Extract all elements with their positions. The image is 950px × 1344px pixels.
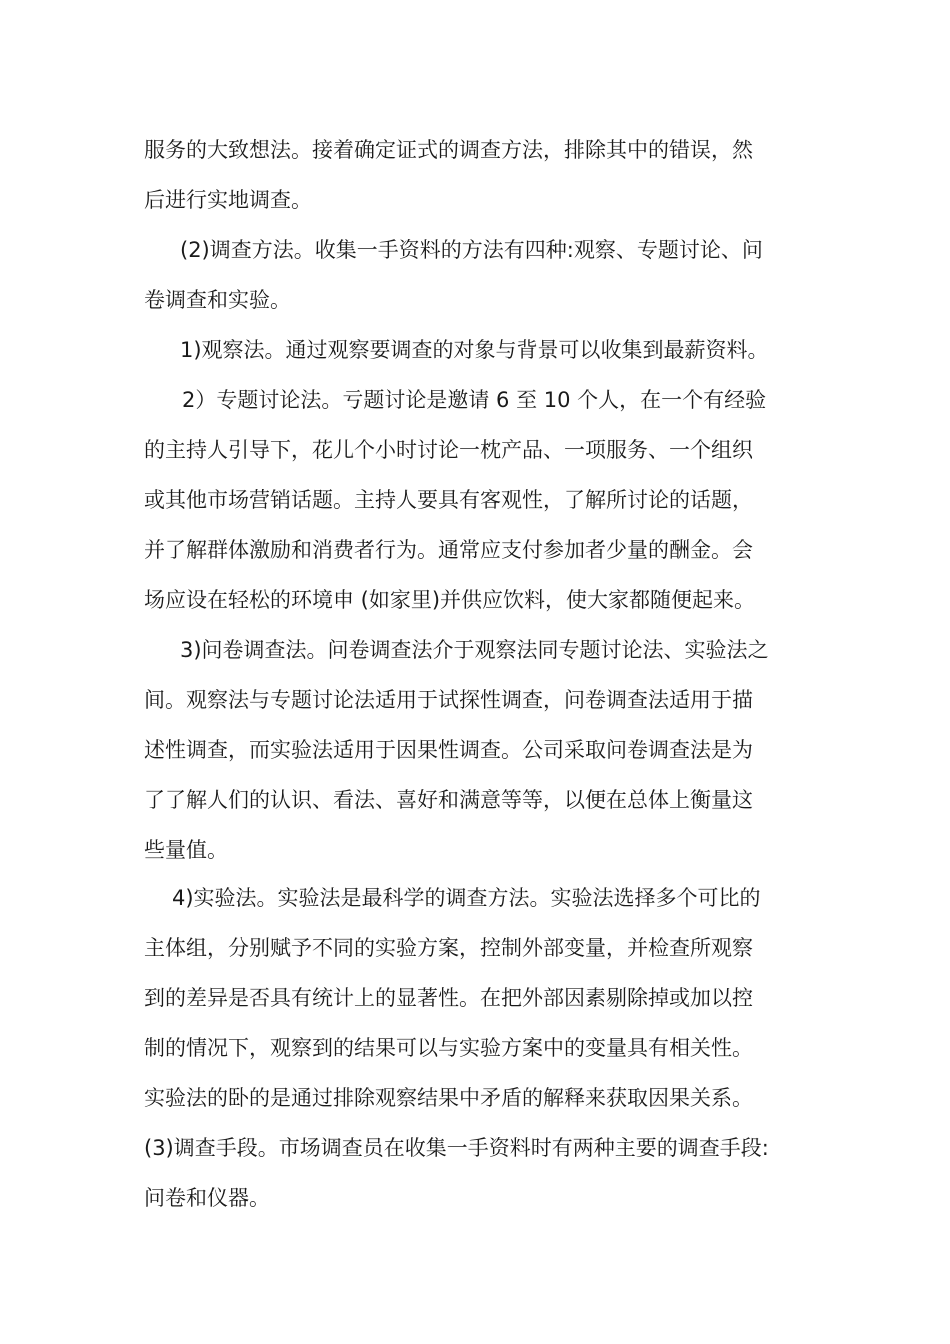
text-line: 间。观察法与专题讨论法适用于试探性调查，问卷调查法适用于描 xyxy=(144,688,753,712)
text-line: 了了解人们的认识、看法、喜好和满意等等，以便在总体上衡量这 xyxy=(144,788,753,812)
text-line: 述性调查，而实验法适用于因果性调查。公司采取问卷调查法是为 xyxy=(144,738,753,762)
paragraph-heading-line: 3)问卷调查法。问卷调查法介于观察法同专题讨论法、实验法之 xyxy=(180,638,769,662)
paragraph-heading-line: 1)观察法。通过观察要调查的对象与背景可以收集到最薪资料。 xyxy=(180,338,769,362)
text-line: 或其他市场营销话题。主持人要具有客观性，了解所讨论的话题， xyxy=(144,488,753,512)
text-line: 场应设在轻松的环境申 (如家里)并供应饮料，使大家都随便起来。 xyxy=(144,588,756,612)
text-line: 并了解群体激励和消费者行为。通常应支付参加者少量的酬金。会 xyxy=(144,538,753,562)
text-line: 到的差异是否具有统计上的显著性。在把外部因素剔除掉或加以控 xyxy=(144,986,753,1010)
text-line: 问卷和仪器。 xyxy=(144,1186,270,1210)
paragraph-heading-line: 2）专题讨论法。亏题讨论是邀请 6 至 10 个人，在一个有经验 xyxy=(182,388,767,412)
paragraph-heading-line: (3)调查手段。市场调查员在收集一手资料时有两种主要的调查手段: xyxy=(144,1136,769,1160)
text-line: 服务的大致想法。接着确定证式的调查方法，排除其中的错误，然 xyxy=(144,138,753,162)
text-line: 实验法的卧的是通过排除观察结果中矛盾的解释来获取因果关系。 xyxy=(144,1086,753,1110)
text-line: 卷调查和实验。 xyxy=(144,288,291,312)
text-line: 的主持人引导下，花儿个小时讨论一枕产品、一项服务、一个组织 xyxy=(144,438,753,462)
text-line: 些量值。 xyxy=(144,838,228,862)
text-line: 主体组，分别赋予不同的实验方案，控制外部变量，并检查所观察 xyxy=(144,936,753,960)
text-line: 制的情况下，观察到的结果可以与实验方案中的变量具有相关性。 xyxy=(144,1036,753,1060)
paragraph-heading-line: (2)调查方法。收集一手资料的方法有四种:观察、专题讨论、问 xyxy=(180,238,763,262)
paragraph-heading-line: 4)实验法。实验法是最科学的调查方法。实验法选择多个可比的 xyxy=(172,886,761,910)
text-line: 后进行实地调查。 xyxy=(144,188,312,212)
